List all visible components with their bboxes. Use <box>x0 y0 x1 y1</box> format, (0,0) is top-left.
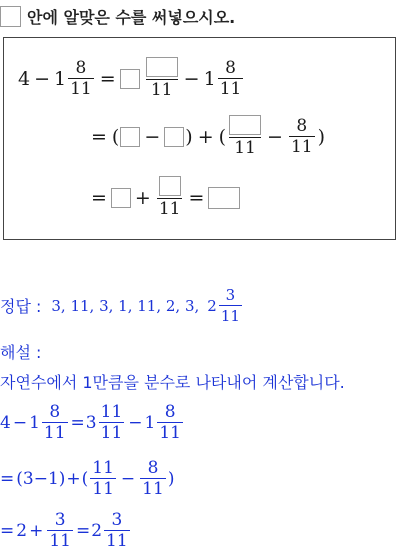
denominator: 11 <box>142 479 164 500</box>
denominator: 11 <box>150 80 173 101</box>
term: 4 <box>0 412 11 433</box>
numerator: 3 <box>225 286 236 304</box>
answer-box-sample <box>0 6 21 27</box>
denominator: 11 <box>158 199 181 220</box>
denominator: 11 <box>234 138 256 159</box>
numerator: 3 <box>54 510 66 530</box>
minus-sign: − <box>183 67 200 90</box>
fraction <box>42 402 68 443</box>
equals-sign: = <box>99 67 116 90</box>
denominator: 11 <box>100 423 123 444</box>
solution-step-2 <box>0 458 174 499</box>
instruction-text: 안에 알맞은 수를 써넣으시오. <box>27 7 236 27</box>
answer-box-1[interactable] <box>120 69 140 89</box>
solution-step-1 <box>0 402 185 443</box>
answer-box-4[interactable] <box>164 127 184 147</box>
denominator: 11 <box>49 531 71 551</box>
minus-sign: − <box>128 412 143 433</box>
numerator: 11 <box>92 458 114 478</box>
fraction <box>47 510 73 551</box>
denominator: 11 <box>159 423 181 444</box>
solution-step-3 <box>0 510 132 551</box>
answer-label: 정답 : <box>0 297 42 317</box>
denominator: 11 <box>70 79 92 100</box>
open-paren: ( <box>218 125 227 148</box>
denominator: 11 <box>220 307 240 326</box>
answer-box-2[interactable] <box>146 57 178 77</box>
term: (3−1) <box>16 468 66 489</box>
mixed-whole: 1 <box>203 67 216 90</box>
answer-values: 3, 11, 3, 1, 11, 2, 3, <box>51 296 200 315</box>
minus-sign: − <box>267 125 283 148</box>
term: 2 <box>16 520 28 541</box>
numerator: 8 <box>147 458 159 478</box>
equals-sign: = <box>0 520 15 541</box>
equals-sign: = <box>91 186 107 209</box>
answer-box-7[interactable] <box>159 176 181 196</box>
denominator: 11 <box>106 531 128 551</box>
minus-sign: − <box>144 125 161 148</box>
plus-sign: + <box>29 520 44 541</box>
problem-line-2 <box>87 115 326 158</box>
plus-sign: + <box>134 186 151 209</box>
numerator: 11 <box>100 402 123 422</box>
whole-number: 4 <box>18 67 31 90</box>
equals-sign: = <box>188 186 205 209</box>
denominator: 11 <box>219 79 242 100</box>
answer-box-6[interactable] <box>111 188 131 208</box>
numerator: 8 <box>225 58 236 78</box>
denominator: 11 <box>92 479 114 500</box>
equals-sign: = <box>75 520 91 541</box>
numerator: 8 <box>75 58 87 78</box>
answer-mixed-whole: 2 <box>207 296 217 315</box>
instruction <box>0 0 235 32</box>
equals-sign: = <box>91 125 107 148</box>
explanation-text: 자연수에서 1만큼을 분수로 나타내어 계산합니다. <box>0 373 345 392</box>
fraction-with-box <box>146 57 178 100</box>
equals-sign: = <box>0 468 15 489</box>
close-paren: ) <box>167 468 175 489</box>
fraction <box>99 402 125 443</box>
problem-line-1 <box>18 57 245 100</box>
explanation-label: 해설 : <box>0 343 42 362</box>
answer-line <box>0 285 244 326</box>
answer-fraction <box>219 285 242 326</box>
mixed-whole: 1 <box>54 67 67 90</box>
equals-sign: = <box>70 412 85 433</box>
denominator: 11 <box>290 137 313 158</box>
explanation-label-line <box>0 340 41 363</box>
close-paren: ) <box>185 125 193 148</box>
plus-sign: + <box>197 125 214 148</box>
fraction <box>157 402 183 443</box>
term: 1 <box>29 412 40 433</box>
minus-sign: − <box>120 468 136 489</box>
problem-line-3 <box>87 176 240 219</box>
numerator: 8 <box>49 402 61 422</box>
fraction <box>289 116 315 157</box>
minus-sign: − <box>34 67 51 90</box>
plus-sign: + <box>66 468 81 489</box>
fraction <box>140 458 166 499</box>
fraction <box>68 58 94 99</box>
open-paren: ( <box>111 125 120 148</box>
problem-box <box>3 37 396 240</box>
open-paren: ( <box>81 468 89 489</box>
term: 2 <box>91 520 103 541</box>
denominator: 11 <box>43 423 66 444</box>
fraction <box>218 58 244 99</box>
answer-box-3[interactable] <box>120 127 140 147</box>
answer-box-5[interactable] <box>229 115 261 135</box>
fraction <box>104 510 130 551</box>
fraction-with-box <box>229 115 261 158</box>
term: 3 <box>85 412 97 433</box>
close-paren: ) <box>317 125 326 148</box>
numerator: 3 <box>111 510 123 530</box>
term: 1 <box>144 412 156 433</box>
fraction <box>90 458 116 499</box>
minus-sign: − <box>12 412 28 433</box>
numerator: 8 <box>164 402 176 422</box>
fraction-with-box <box>157 176 183 219</box>
numerator: 8 <box>296 116 308 136</box>
explanation-text-line <box>0 370 345 393</box>
answer-box-8[interactable] <box>208 187 240 209</box>
